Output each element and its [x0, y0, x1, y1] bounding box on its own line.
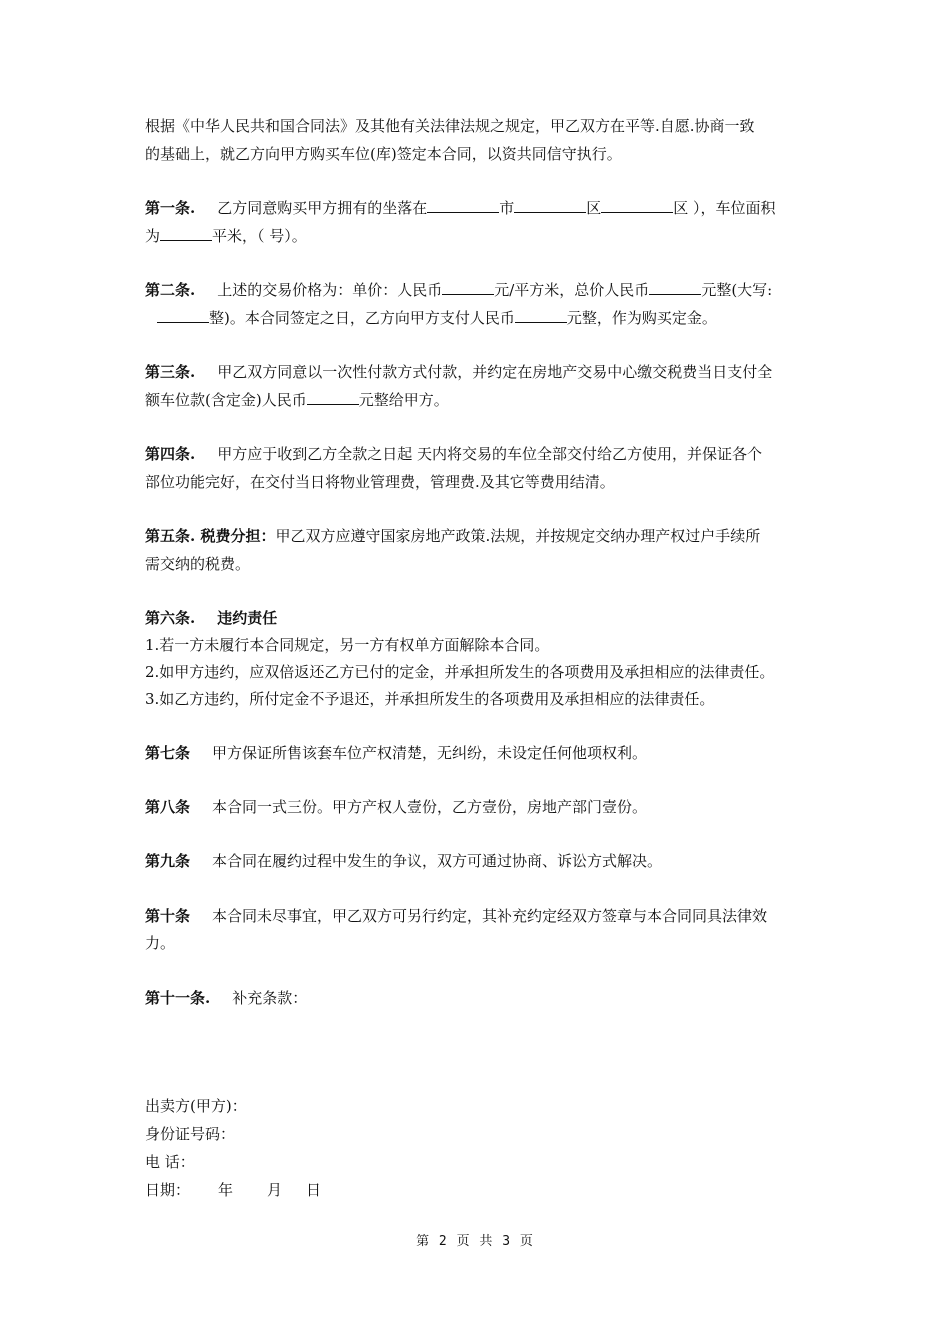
article-4-label: 第四条.: [145, 445, 196, 463]
article-4-line-2: 部位功能完好，在交付当日将物业管理费，管理费.及其它等费用结清。: [145, 473, 615, 491]
date-label: 日期：: [145, 1181, 191, 1199]
article-1-text-d: 区 ），车位面积: [673, 199, 776, 217]
article-6-heading: [145, 608, 815, 628]
article-10-label: 第十条: [145, 907, 191, 925]
article-9-text: 本合同在履约过程中发生的争议，双方可通过协商、诉讼方式解决。: [212, 852, 663, 870]
article-1-text-b: 市: [499, 199, 515, 217]
article-6-item-3: 3.如乙方违约，所付定金不予退还，并承担所发生的各项费用及承担相应的法律责任。: [145, 690, 715, 708]
article-6-title: 违约责任: [217, 609, 278, 627]
total-price-blank: [649, 280, 701, 295]
article-5-line-1: [145, 526, 815, 546]
phone-label: 电 话：: [145, 1153, 195, 1171]
article-3-label: 第三条.: [145, 363, 196, 381]
city-blank: [427, 198, 499, 213]
article-11: [145, 988, 815, 1008]
id-number-label: 身份证号码：: [145, 1125, 236, 1143]
article-8-label: 第八条: [145, 798, 191, 816]
area-blank: [601, 198, 673, 213]
article-6-item-1: 1.若一方未履行本合同规定，另一方有权单方面解除本合同。: [145, 636, 550, 654]
article-2-text-d: 整)。本合同签定之日，乙方向甲方支付人民币: [209, 309, 515, 327]
article-3-text-c: 元整给甲方。: [358, 391, 449, 409]
article-11-text: 补充条款：: [232, 989, 308, 1007]
article-10-text-a: 本合同未尽事宜，甲乙双方可另行约定，其补充约定经双方签章与本合同同具法律效: [212, 907, 768, 925]
seller-label: 出卖方(甲方)：: [145, 1097, 247, 1115]
article-7-text: 甲方保证所售该套车位产权清楚，无纠纷，未设定任何他项权利。: [212, 744, 648, 762]
article-9: [145, 851, 815, 871]
article-7: [145, 743, 815, 763]
article-1-text-a: 乙方同意购买甲方拥有的坐落在: [217, 199, 428, 217]
article-2-text-a: 上述的交易价格为：单价：人民币: [217, 281, 443, 299]
article-2-label: 第二条.: [145, 281, 196, 299]
article-10-line-2: 力。: [145, 934, 176, 952]
article-1-label: 第一条.: [145, 199, 196, 217]
article-6-item-2: 2.如甲方违约，应双倍返还乙方已付的定金，并承担所发生的各项费用及承担相应的法律责任。: [145, 663, 775, 681]
deposit-blank: [515, 308, 567, 323]
article-3-text-a: 甲乙双方同意以一次性付款方式付款，并约定在房地产交易中心缴交税费当日支付全: [217, 363, 773, 381]
article-5-label: 第五条. 税费分担：: [145, 527, 276, 545]
date-day: 日: [306, 1181, 322, 1199]
intro-line-1: 根据《中华人民共和国合同法》及其他有关法律法规之规定，甲乙双方在平等.自愿.协商一致: [145, 117, 755, 135]
article-2-text-c: 元整(大写:: [701, 281, 773, 299]
article-6-label: 第六条.: [145, 609, 196, 627]
article-11-label: 第十一条.: [145, 989, 211, 1007]
article-8-text: 本合同一式三份。甲方产权人壹份，乙方壹份，房地产部门壹份。: [212, 798, 648, 816]
article-3-line-1: [145, 362, 815, 382]
article-8: [145, 797, 815, 817]
article-2-text-e: 元整，作为购买定金。: [566, 309, 717, 327]
unit-price-blank: [442, 280, 494, 295]
article-10-line-1: [145, 906, 815, 926]
article-1-text-e: 为: [145, 227, 161, 245]
article-1-line-2: [145, 226, 815, 246]
district-blank: [514, 198, 586, 213]
uppercase-amount-blank: [157, 308, 209, 323]
date-month: 月: [267, 1181, 283, 1199]
page-footer: 第 2 页 共 3 页: [416, 1234, 534, 1249]
article-3-line-2: [145, 390, 815, 410]
article-5-text-a: 甲乙双方应遵守国家房地产政策.法规，并按规定交纳办理产权过户手续所: [275, 527, 761, 545]
date-line: [145, 1180, 815, 1200]
article-4-line-1: [145, 444, 815, 464]
area-size-blank: [160, 226, 212, 241]
full-payment-blank: [307, 390, 359, 405]
article-2-line-1: [145, 280, 815, 300]
article-1-line-1: [145, 198, 815, 218]
article-2-line-2: [145, 308, 815, 328]
date-year: 年: [218, 1181, 234, 1199]
article-1-text-c: 区: [586, 199, 602, 217]
article-4-text-a: 甲方应于收到乙方全款之日起 天内将交易的车位全部交付给乙方使用，并保证各个: [217, 445, 763, 463]
article-1-text-f: 平米，（ 号）。: [212, 227, 307, 245]
article-7-label: 第七条: [145, 744, 191, 762]
article-5-line-2: 需交纳的税费。: [145, 555, 251, 573]
article-3-text-b: 额车位款(含定金)人民币: [145, 391, 307, 409]
article-9-label: 第九条: [145, 852, 191, 870]
article-2-text-b: 元/平方米，总价人民币: [494, 281, 650, 299]
intro-line-2: 的基础上，就乙方向甲方购买车位(库)签定本合同，以资共同信守执行。: [145, 145, 622, 163]
